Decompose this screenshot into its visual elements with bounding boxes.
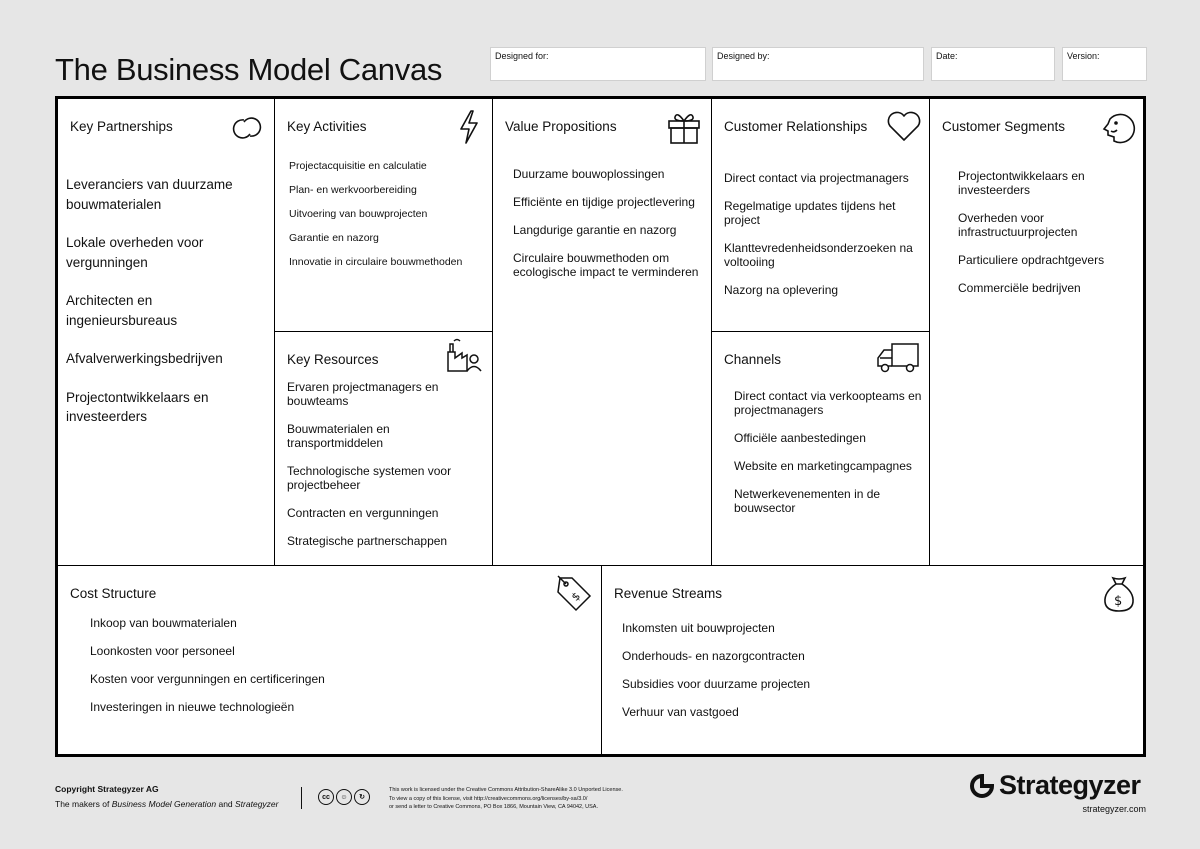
footer-divider <box>301 787 302 809</box>
revenue-streams-title: Revenue Streams <box>614 586 723 601</box>
license-line: This work is licensed under the Creative Commons Attribution-ShareAlike 3.0 Unported License. <box>389 787 623 793</box>
list-item: Bouwmaterialen en transportmiddelen <box>287 422 390 450</box>
list-item: Ervaren projectmanagers en bouwteams <box>287 380 439 408</box>
strategyzer-logo <box>969 770 1141 801</box>
list-item: Website en marketingcampagnes <box>734 459 912 473</box>
list-item: Inkomsten uit bouwprojecten <box>622 621 775 635</box>
list-item: Overheden voor infrastructuurprojecten <box>958 211 1078 239</box>
footer-credits <box>55 784 278 809</box>
list-item: Direct contact via projectmanagers <box>724 171 909 185</box>
customer-relationships-list <box>724 171 924 311</box>
truck-icon <box>876 342 920 374</box>
list-item: Architecten en ingenieursbureaus <box>66 293 178 328</box>
brand-name: Strategyzer <box>999 770 1141 800</box>
list-item: Uitvoering van bouwprojecten <box>289 208 428 220</box>
date-field[interactable] <box>931 47 1055 81</box>
channels-block <box>712 332 930 566</box>
list-item: Direct contact via verkoopteams en projectmanagers <box>734 389 922 417</box>
svg-text:$: $ <box>1114 594 1123 609</box>
key-resources-block <box>275 332 493 566</box>
cc-icon: cc <box>318 789 334 805</box>
designed-by-label: Designed by: <box>717 51 770 61</box>
list-item: Contracten en vergunningen <box>287 506 439 520</box>
list-item: Efficiënte en tijdige projectlevering <box>513 195 695 209</box>
lightning-icon <box>457 109 481 145</box>
customer-segments-block <box>930 99 1143 566</box>
makers-brand: Strategyzer <box>235 799 279 809</box>
makers-text <box>55 799 278 809</box>
value-propositions-title: Value Propositions <box>505 119 617 134</box>
list-item: Regelmatige updates tijdens het project <box>724 199 896 227</box>
value-propositions-list <box>513 167 703 293</box>
list-item: Duurzame bouwoplossingen <box>513 167 665 181</box>
date-label: Date: <box>936 51 958 61</box>
list-item: Investeringen in nieuwe technologieën <box>90 700 295 714</box>
list-item: Leveranciers van duurzame bouwmaterialen <box>66 177 233 212</box>
heart-icon <box>886 111 922 143</box>
list-item: Langdurige garantie en nazorg <box>513 223 677 237</box>
list-item: Commerciële bedrijven <box>958 281 1081 295</box>
makers-prefix: The makers of <box>55 799 112 809</box>
makers-and: and <box>216 799 236 809</box>
list-item: Officiële aanbestedingen <box>734 431 866 445</box>
list-item: Projectontwikkelaars en investeerders <box>958 169 1085 197</box>
makers-book: Business Model Generation <box>111 799 217 809</box>
list-item: Loonkosten voor personeel <box>90 644 235 658</box>
strategyzer-mark-icon <box>969 773 995 799</box>
customer-segments-title: Customer Segments <box>942 119 1066 134</box>
price-tag-icon <box>554 574 594 614</box>
list-item: Particuliere opdrachtgevers <box>958 253 1105 267</box>
list-item: Subsidies voor duurzame projecten <box>622 677 811 691</box>
license-line[interactable]: To view a copy of this license, visit http://creativecommons.org/licenses/by-sa/3.0/ <box>389 795 588 802</box>
gift-icon <box>667 109 701 145</box>
list-item: Lokale overheden voor vergunningen <box>66 235 204 270</box>
revenue-streams-list <box>622 621 1122 733</box>
revenue-streams-block <box>602 566 1143 754</box>
list-item: Innovatie in circulaire bouwmethoden <box>289 256 463 268</box>
designed-by-field[interactable] <box>712 47 924 81</box>
version-field[interactable] <box>1062 47 1147 81</box>
business-model-canvas <box>55 96 1146 757</box>
list-item: Afvalverwerkingsbedrijven <box>66 351 223 366</box>
list-item: Circulaire bouwmethoden om ecologische impact te verminderen <box>513 251 699 279</box>
customer-relationships-title: Customer Relationships <box>724 119 868 134</box>
key-partnerships-title: Key Partnerships <box>70 119 173 134</box>
channels-title: Channels <box>724 352 782 367</box>
list-item: Projectontwikkelaars en investeerders <box>66 389 209 424</box>
money-bag-icon <box>1102 574 1136 614</box>
list-item: Garantie en nazorg <box>289 232 379 244</box>
key-partnerships-block <box>58 99 275 566</box>
list-item: Netwerkevenementen in de bouwsector <box>734 487 881 515</box>
list-item: Onderhouds- en nazorgcontracten <box>622 649 805 663</box>
key-partnerships-list <box>66 175 266 446</box>
cost-structure-list <box>90 616 590 728</box>
key-activities-list <box>289 159 489 279</box>
customer-segments-list <box>958 169 1138 309</box>
version-label: Version: <box>1067 51 1100 61</box>
customer-relationships-block <box>712 99 930 332</box>
list-item: Technologische systemen voor projectbeheer <box>287 464 452 492</box>
list-item: Strategische partnerschappen <box>287 534 448 548</box>
creative-commons-badges <box>318 789 370 805</box>
key-activities-title: Key Activities <box>287 119 367 134</box>
designed-for-label: Designed for: <box>495 51 549 61</box>
svg-text:$: $ <box>568 589 584 604</box>
list-item: Verhuur van vastgoed <box>622 705 739 719</box>
value-propositions-block <box>493 99 712 566</box>
key-resources-list <box>287 380 487 562</box>
cost-structure-block <box>58 566 602 754</box>
list-item: Inkoop van bouwmaterialen <box>90 616 237 630</box>
page-title: The Business Model Canvas <box>55 52 443 87</box>
brand-url[interactable]: strategyzer.com <box>1082 804 1146 814</box>
channels-list <box>734 389 924 529</box>
key-activities-block <box>275 99 493 332</box>
face-icon <box>1100 111 1136 145</box>
license-line: or send a letter to Creative Commons, PO Box 1866, Mountain View, CA 94042, USA. <box>389 804 599 810</box>
sa-icon: ↻ <box>354 789 370 805</box>
copyright-text: Copyright Strategyzer AG <box>55 784 159 794</box>
designed-for-field[interactable] <box>490 47 706 81</box>
license-text <box>389 786 629 812</box>
factory-icon <box>445 338 483 374</box>
list-item: Nazorg na oplevering <box>724 283 839 297</box>
list-item: Plan- en werkvoorbereiding <box>289 184 417 196</box>
link-icon <box>230 111 264 145</box>
key-resources-title: Key Resources <box>287 352 379 367</box>
list-item: Klanttevredenheidsonderzoeken na voltooiing <box>724 241 913 269</box>
by-icon: ☺ <box>336 789 352 805</box>
cost-structure-title: Cost Structure <box>70 586 157 601</box>
list-item: Projectacquisitie en calculatie <box>289 160 427 172</box>
list-item: Kosten voor vergunningen en certificeringen <box>90 672 325 686</box>
